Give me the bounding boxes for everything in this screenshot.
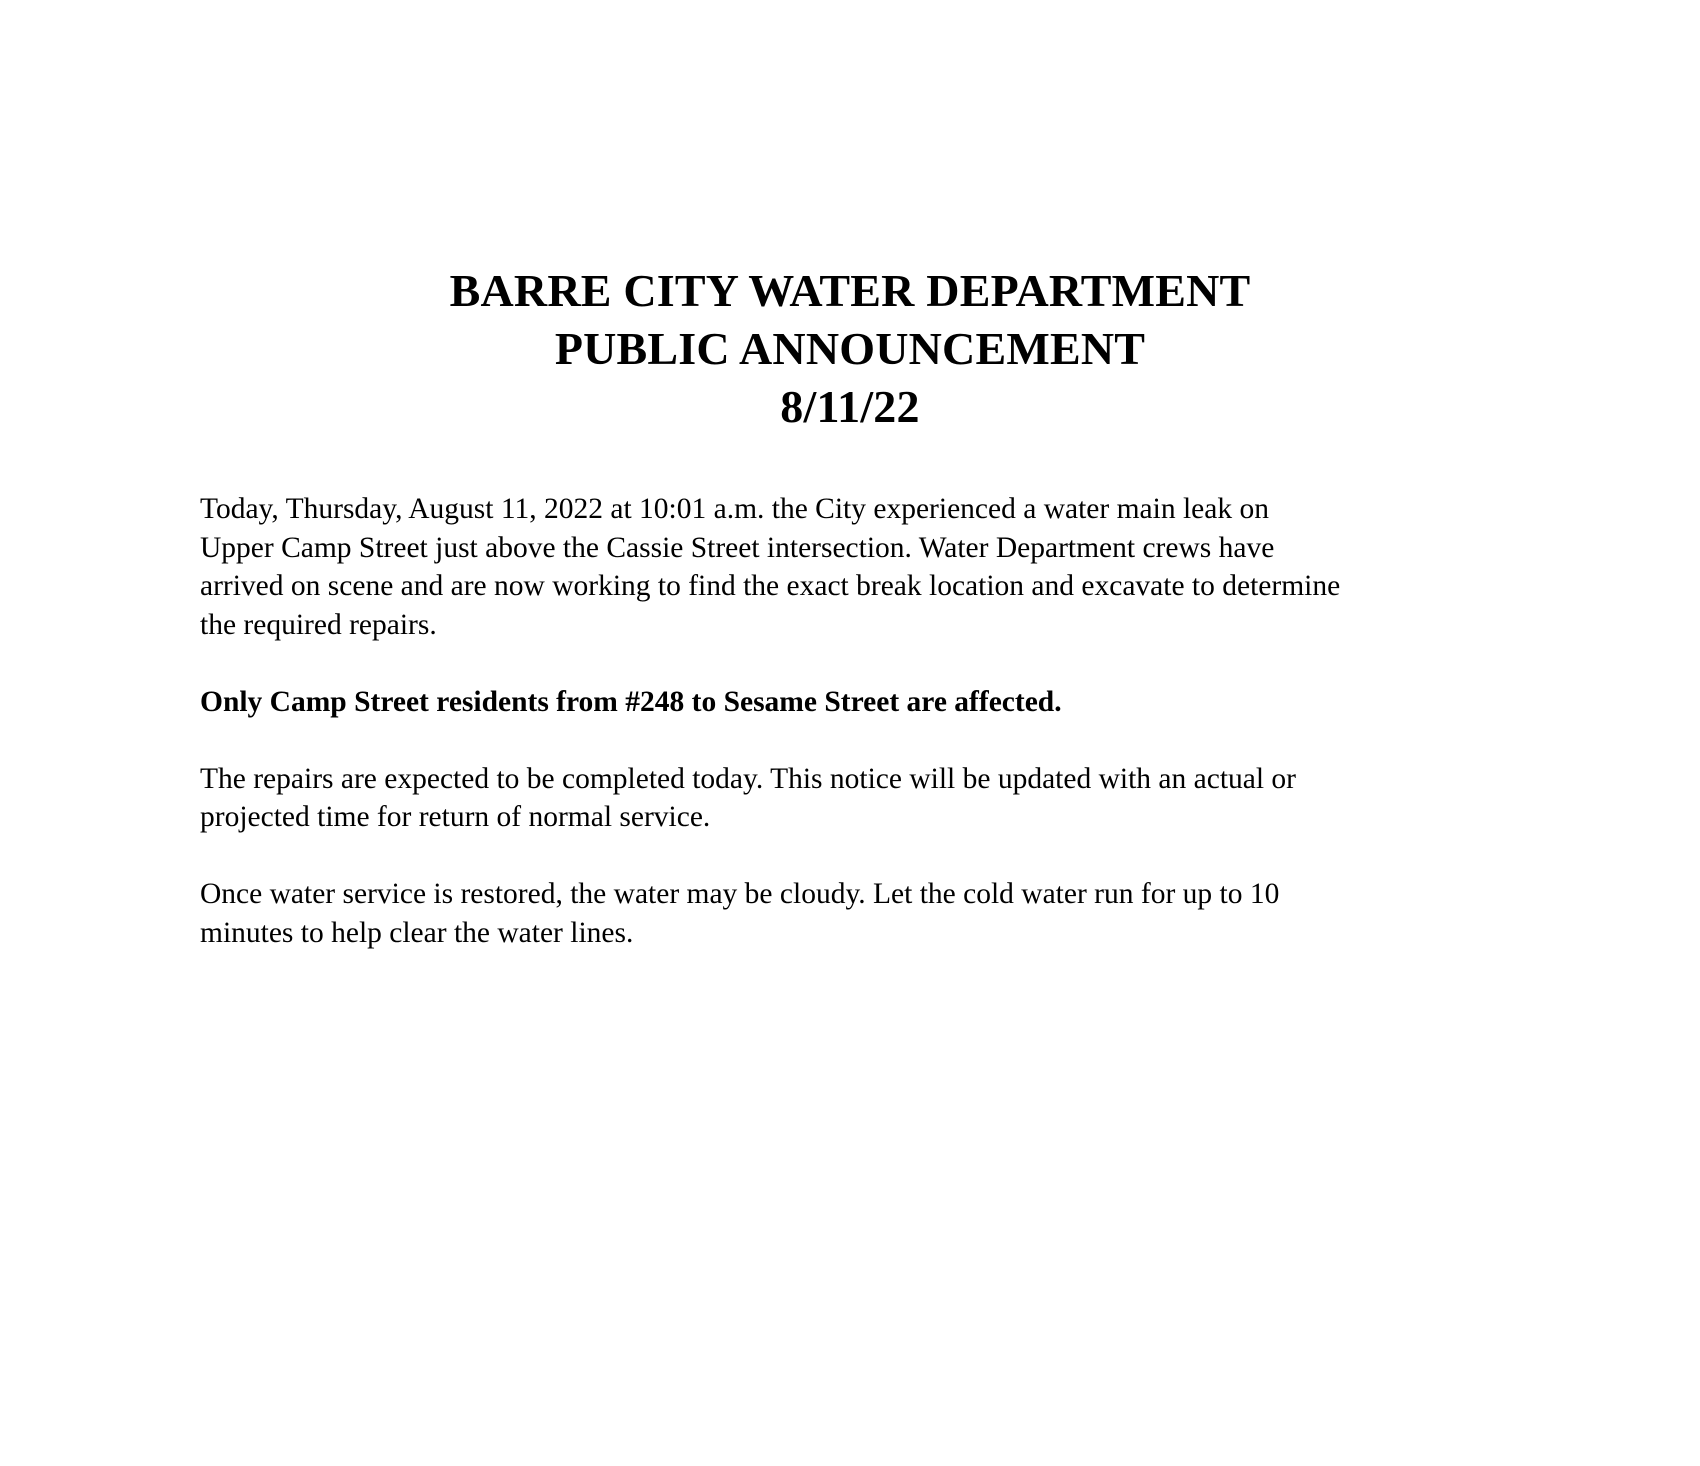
cloudy-water-paragraph bbox=[200, 875, 1520, 952]
department-title: BARRE CITY WATER DEPARTMENT bbox=[449, 265, 1251, 316]
affected-residents-paragraph bbox=[200, 683, 1520, 722]
paragraph-line: Today, Thursday, August 11, 2022 at 10:01 a.m. the City experienced a water main leak on bbox=[200, 493, 1269, 525]
incident-paragraph bbox=[200, 490, 1520, 644]
paragraph-line: Once water service is restored, the water may be cloudy. Let the cold water run for up to 10 bbox=[200, 878, 1280, 910]
repair-status-paragraph bbox=[200, 760, 1520, 837]
announcement-body bbox=[200, 490, 1520, 991]
paragraph-line: minutes to help clear the water lines. bbox=[200, 916, 634, 949]
announcement-header bbox=[0, 262, 1700, 436]
announcement-title: PUBLIC ANNOUNCEMENT bbox=[554, 323, 1146, 374]
paragraph-line: Upper Camp Street just above the Cassie Street intersection. Water Department crews have bbox=[200, 531, 1275, 564]
paragraph-line: the required repairs. bbox=[200, 608, 437, 641]
paragraph-line: projected time for return of normal service. bbox=[200, 801, 711, 833]
paragraph-line: arrived on scene and are now working to find the exact break location and excavate to determine bbox=[200, 570, 1341, 602]
paragraph-line: Only Camp Street residents from #248 to Sesame Street are affected. bbox=[200, 685, 1062, 718]
announcement-date: 8/11/22 bbox=[780, 381, 920, 432]
paragraph-line: The repairs are expected to be completed today. This notice will be updated with an actual or bbox=[200, 762, 1297, 795]
